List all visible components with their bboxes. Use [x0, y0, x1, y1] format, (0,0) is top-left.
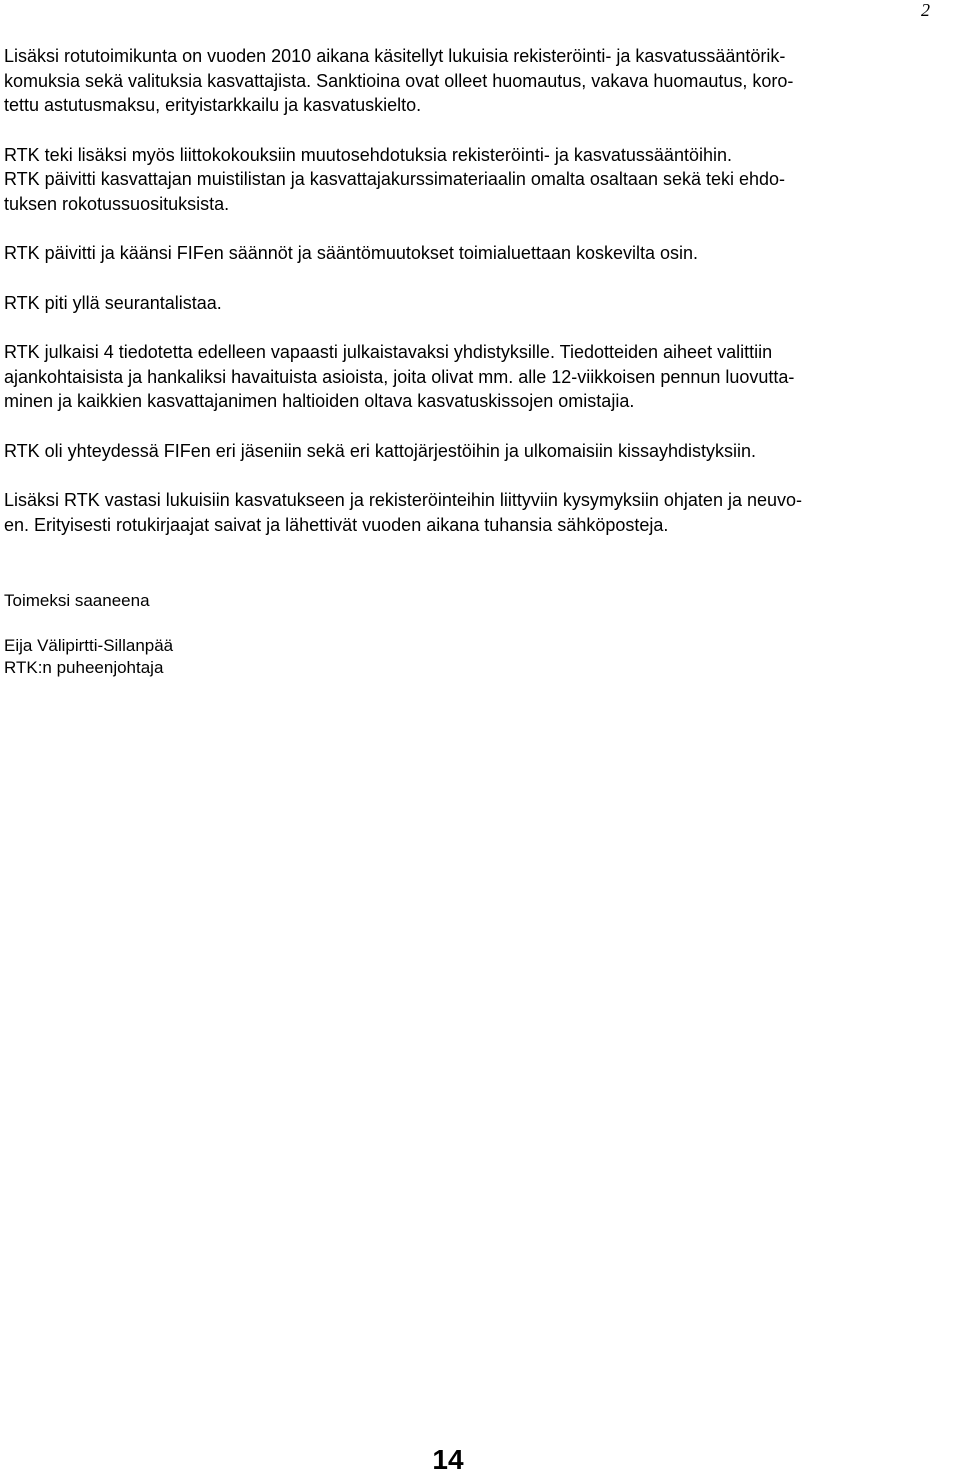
signer-title: RTK:n puheenjohtaja	[4, 658, 164, 677]
paragraph-line: minen ja kaikkien kasvattajanimen haltioiden oltava kasvatuskissojen omistajia.	[4, 391, 635, 411]
paragraph-line: RTK teki lisäksi myös liittokokouksiin muutosehdotuksia rekisteröinti- ja kasvatussääntöihin.	[4, 144, 732, 165]
paragraph-fife-rules	[4, 241, 956, 266]
paragraph-disciplinary-cases	[4, 44, 956, 118]
report-body	[4, 44, 956, 562]
paragraph-contacts	[4, 439, 956, 464]
paragraph-line: RTK piti yllä seurantalistaa.	[4, 292, 222, 313]
paragraph-line: tettu astutusmaksu, erityistarkkailu ja kasvatuskielto.	[4, 95, 422, 115]
signature-block	[4, 590, 173, 680]
paragraph-line: RTK julkaisi 4 tiedotetta edelleen vapaasti julkaistavaksi yhdistyksille. Tiedotteiden aiheet valittiin	[4, 342, 773, 362]
footer-page-number: 14	[432, 1444, 464, 1475]
paragraph-line: en. Erityisesti rotukirjaajat saivat ja lähettivät vuoden aikana tuhansia sähköposteja.	[4, 514, 669, 535]
paragraph-line: komuksia sekä valituksia kasvattajista. Sanktioina ovat olleet huomautus, vakava huomautus, koro-	[4, 70, 794, 91]
paragraph-questions	[4, 488, 956, 537]
paragraph-line: RTK päivitti kasvattajan muistilistan ja kasvattajakurssimateriaalin omalta osaltaan sekä teki ehdo-	[4, 169, 786, 189]
signer-name: Eija Välipirtti-Sillanpää	[4, 635, 174, 655]
header-page-number: 2	[921, 0, 930, 20]
paragraph-line: RTK päivitti ja käänsi FIFen säännöt ja sääntömuutokset toimialuettaan koskevilta osin.	[4, 243, 699, 263]
paragraph-line: tuksen rokotussuosituksista.	[4, 193, 230, 214]
paragraph-line: ajankohtaisista ja hankaliksi havaituista asioista, joita olivat mm. alle 12-viikkoisen pennun luovutta-	[4, 366, 795, 387]
paragraph-rule-proposals	[4, 143, 956, 217]
paragraph-line: Lisäksi RTK vastasi lukuisiin kasvatukseen ja rekisteröinteihin liittyviin kysymyksiin ohjaten ja neuvo-	[4, 490, 803, 510]
paragraph-bulletins	[4, 340, 956, 414]
submitted-by-label: Toimeksi saaneena	[4, 591, 150, 610]
paragraph-tracking-list	[4, 291, 956, 316]
paragraph-line: RTK oli yhteydessä FIFen eri jäseniin sekä eri kattojärjestöihin ja ulkomaisiin kissayhdistyksiin.	[4, 440, 756, 461]
paragraph-line: Lisäksi rotutoimikunta on vuoden 2010 aikana käsitellyt lukuisia rekisteröinti- ja kasvatussääntörik-	[4, 46, 786, 66]
